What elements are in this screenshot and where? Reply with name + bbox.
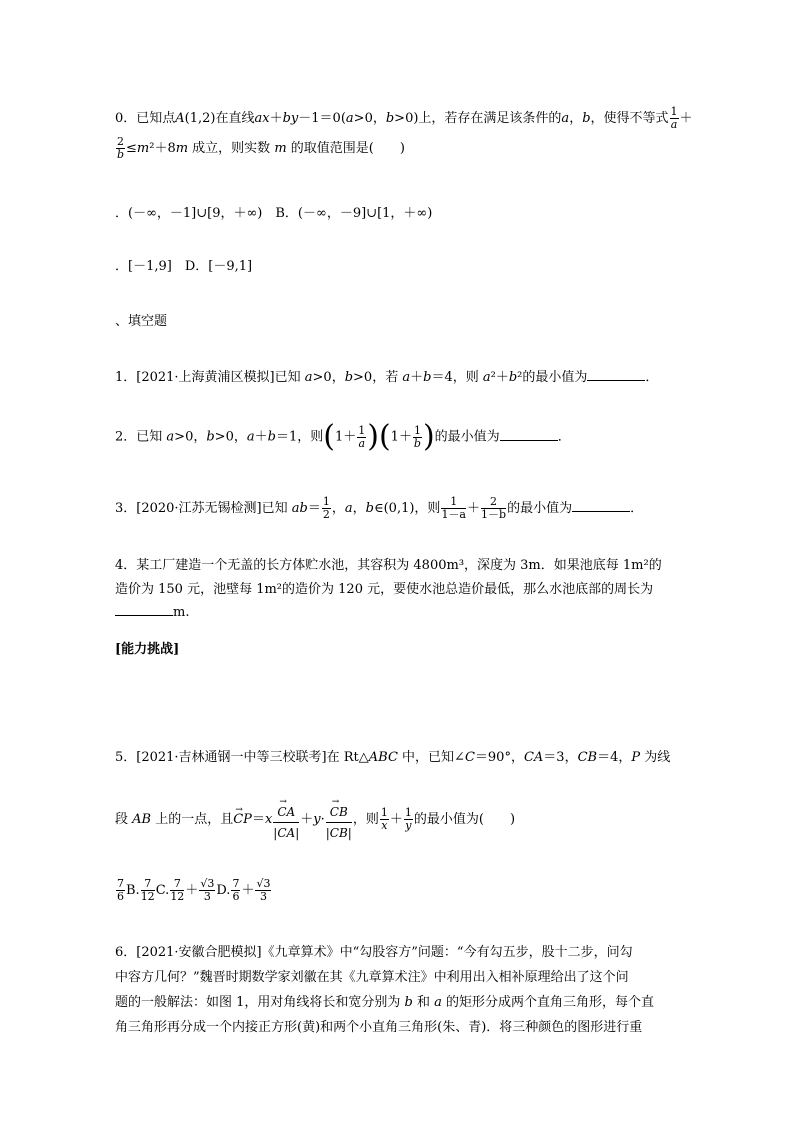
- question-6-line2: 中容方几何？”魏晋时期数学家刘徽在其《九章算术注》中利用出入相补原理给出了这个问: [115, 970, 629, 985]
- question-3: 3．[2020·江苏无锡检测]已知 ab＝ $\frac{1}{2}$ ，a，b∈(0,1)，则 $\frac{1}{1-a}$ ＋ $\frac{2}{1-b}$ 的最小值为 ．: [115, 495, 644, 521]
- answer-blank[interactable]: [572, 499, 630, 512]
- fraction: → $\frac{CA}{|CA|}$: [273, 796, 299, 843]
- question-6-line4: 角三角形再分成一个内接正方形(黄)和两个小直角三角形(朱、青)．将三种颜色的图形进行重: [115, 1020, 643, 1035]
- vector-cp: → CP: [233, 812, 252, 828]
- q10-text: (1,2)在直线: [184, 111, 255, 126]
- question-5-line1: 5．[2021·吉林通钢一中等三校联考]在 Rt△ABC 中，已知∠C＝90°，CA＝3，CB＝4，P 为线: [115, 750, 671, 765]
- fraction: $\frac{1}{b}$: [413, 423, 421, 450]
- q10-text: >0)上，若存在满足该条件的: [394, 111, 562, 126]
- q10-var: m: [136, 141, 150, 156]
- fraction: $\frac{2}{1-b}$: [481, 495, 507, 521]
- q10-text: 的取值范围是( ): [286, 141, 405, 156]
- option-c-fraction: $\frac{7}{12}$: [170, 877, 185, 903]
- q10-var: ax: [254, 111, 270, 126]
- question-4-line1: 4．某工厂建造一个无盖的长方体贮水池，其容积为 4800m³，深度为 3m．如果池底每 1m²的: [115, 558, 662, 573]
- q10-text: －1＝0(: [298, 111, 346, 126]
- q10-options-ab: ．(－∞，－1]∪[9，＋∞) B．(－∞，－9]∪[1，＋∞): [115, 206, 433, 221]
- q10-text: ＋: [269, 111, 283, 126]
- question-4-line2: 造价为 150 元，池壁每 1m²的造价为 120 元，要使水池总造价最低，那么水池底部的周长为: [115, 582, 654, 597]
- fraction: $\frac{1}{a}$: [358, 423, 366, 450]
- q10-var: a: [345, 111, 354, 126]
- q10-text: ，: [569, 111, 583, 126]
- q10-text: ²＋8: [149, 141, 176, 156]
- q10-text: 成立，则实数: [188, 141, 275, 156]
- fraction: → $\frac{CB}{|CB|}$: [326, 796, 352, 843]
- question-5-options: $\frac{7}{6}$ B. $\frac{7}{12}$ C. $\frac{7}{12}$ ＋ $\frac{√3}{3}$ D. $\frac{7}{6}$ ＋ $\frac{√3}{3}$: [117, 877, 271, 903]
- q10-var: A: [175, 111, 185, 126]
- section-heading-fill-in: 、填空题: [115, 314, 168, 329]
- ability-challenge-heading: [能力挑战]: [115, 642, 180, 657]
- q10-text: 0．已知点: [115, 111, 176, 126]
- q10-var: m: [175, 141, 189, 156]
- fraction: $\frac{1}{1-a}$: [441, 495, 466, 521]
- q10-var: b: [582, 111, 591, 126]
- q10-var: m: [274, 141, 287, 156]
- question-4-line3: m.: [115, 603, 189, 621]
- question-1: 1．[2021·上海黄浦区模拟]已知 a>0，b>0，若 a＋b＝4，则 a²＋b²的最小值为 ．: [115, 370, 659, 385]
- option-c-fraction-2: $\frac{√3}{3}$: [200, 877, 215, 903]
- option-d-fraction-2: $\frac{√3}{3}$: [256, 877, 271, 903]
- fraction: $\frac{1}{a}$: [670, 105, 678, 131]
- q10-text: ，使得不等式: [590, 111, 669, 126]
- question-6-line1: 6．[2021·安徽合肥模拟]《九章算术》中“勾股容方”问题：“今有勾五步，股十二步，问勾: [115, 945, 633, 960]
- question-5-line2: 段 AB 上的一点，且→ CP＝x → $\frac{CA}{|CA|}$ ＋y· → $\frac{CB}{|CB|}$ ，则 $\frac{1}{x}$ ＋ $\frac{1}{y}$ 的最小值为( ): [115, 796, 515, 843]
- q10-line2: [115, 136, 405, 161]
- question-6-line3: 题的一般解法：如图 1，用对角线将长和宽分别为 b 和 a 的矩形分成两个直角三角形，每个直: [115, 995, 655, 1010]
- q10-var: by: [282, 111, 299, 126]
- option-d-fraction: $\frac{7}{6}$: [232, 877, 240, 903]
- answer-blank[interactable]: [115, 603, 173, 616]
- q10-text: >0，: [353, 111, 386, 126]
- option-a-fraction: $\frac{7}{6}$: [117, 877, 124, 903]
- q10-var: a: [561, 111, 570, 126]
- q10-options-cd: ．[－1,9] D．[－9,1]: [115, 259, 253, 274]
- question-2: 2．已知 a>0，b>0，a＋b＝1，则(1＋ $\frac{1}{a}$ )(1＋ $\frac{1}{b}$ )的最小值为 ．: [115, 419, 571, 454]
- q10-text: ≤: [126, 141, 137, 156]
- option-b-fraction: $\frac{7}{12}$: [140, 877, 155, 903]
- q10-line1: [115, 106, 693, 131]
- answer-blank[interactable]: [500, 428, 558, 441]
- answer-blank[interactable]: [587, 368, 645, 381]
- q10-text: ＋: [679, 111, 693, 126]
- q10-var: b: [385, 111, 395, 126]
- fraction: $\frac{2}{b}$: [116, 135, 125, 161]
- fraction: $\frac{1}{y}$: [404, 806, 412, 832]
- fraction: $\frac{1}{2}$: [322, 495, 330, 521]
- fraction: $\frac{1}{x}$: [380, 806, 388, 832]
